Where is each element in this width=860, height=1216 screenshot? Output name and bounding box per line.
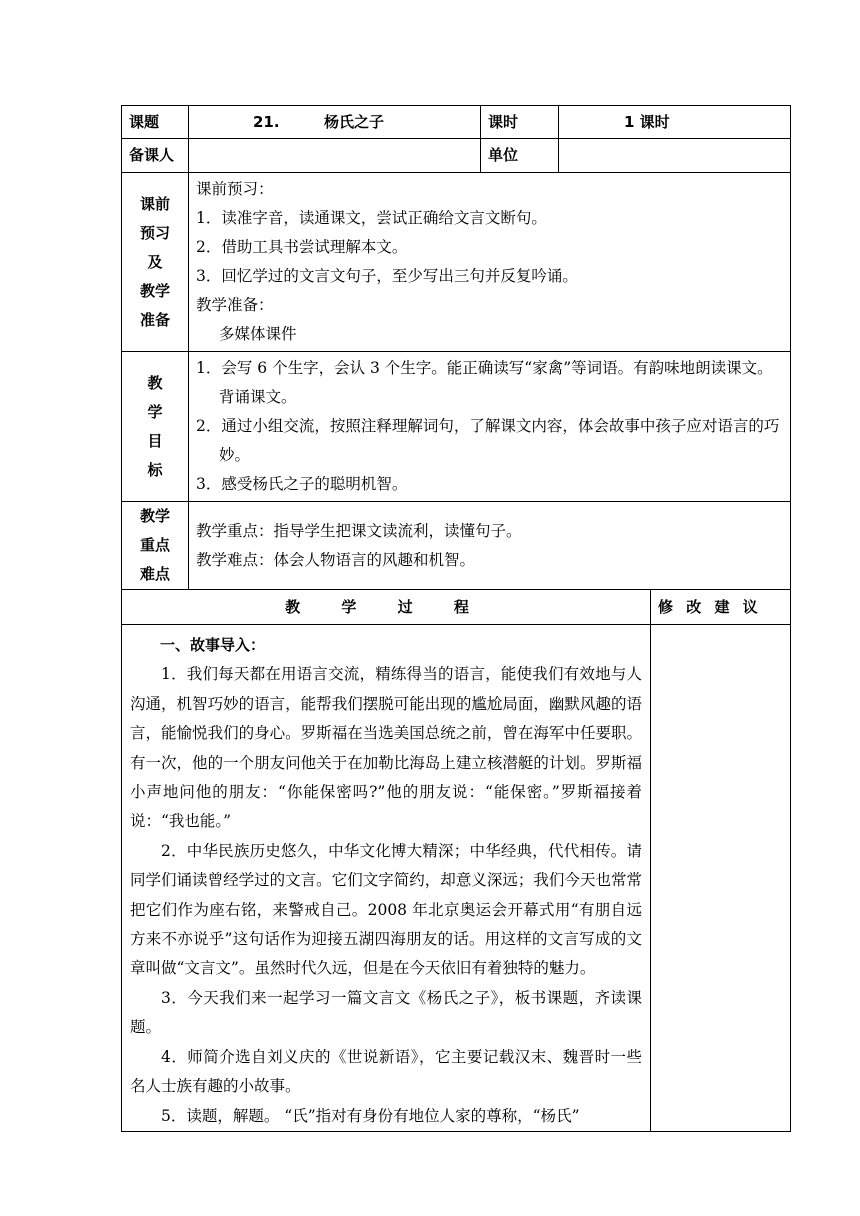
difficulty-point: 教学难点：体会人物语言的风趣和机智。 <box>196 550 476 569</box>
preparer-label: 备课人 <box>122 139 189 173</box>
topic-number: 21. <box>253 112 280 131</box>
goal-item: 2．通过小组交流，按照注释理解词句，了解课文内容，体会故事中孩子应对语言的巧妙。 <box>196 417 780 464</box>
goals-content <box>189 352 791 502</box>
period-label: 课时 <box>481 106 559 139</box>
process-paragraph: 1．我们每天都在用语言交流，精练得当的语言，能使我们有效地与人沟通，机智巧妙的语言，能帮我们摆脱可能出现的尴尬局面，幽默风趣的语言，能愉悦我们的身心。罗斯福在当选美国总统之前，曾在海军中任要职。有一次，他的一个朋友问他关于在加勒比海岛上建立核潜艇的计划。罗斯福小声地问他的朋友：“你能保密吗?”他的朋友说：“能保密。”罗斯福接着说：“我也能。” <box>130 665 642 831</box>
preview-title: 课前预习： <box>196 180 274 198</box>
process-row <box>122 625 791 1132</box>
section-title: 一、故事导入： <box>160 636 266 654</box>
preview-row <box>122 173 791 352</box>
suggestion-content <box>651 625 791 1132</box>
focus-label: 教学 重点 难点 <box>122 502 189 590</box>
goal-item: 1．会写 6 个生字，会认 3 个生字。能正确读写“家禽”等词语。有韵味地朗读课文。背诵课文。 <box>196 359 773 406</box>
goals-row <box>122 352 791 502</box>
process-content <box>122 625 651 1132</box>
process-paragraph: 4．师简介选自刘义庆的《世说新语》，它主要记载汉末、魏晋时一些名人士族有趣的小故事。 <box>130 1047 642 1096</box>
unit-value <box>559 139 791 173</box>
lesson-plan-table <box>121 105 791 1132</box>
process-header: 教 学 过 程 <box>122 590 651 625</box>
focus-content <box>189 502 791 590</box>
topic-row <box>122 106 791 139</box>
suggestion-header: 修 改 建 议 <box>651 590 791 625</box>
preview-item: 3．回忆学过的文言文句子，至少写出三句并反复吟诵。 <box>196 267 578 285</box>
prep-title: 教学准备： <box>196 296 274 314</box>
preview-item: 2．借助工具书尝试理解本文。 <box>196 238 408 256</box>
prep-value: 多媒体课件 <box>219 325 297 343</box>
topic-label: 课题 <box>122 106 189 139</box>
preparer-value <box>189 139 481 173</box>
preparer-row <box>122 139 791 173</box>
topic-value-cell <box>189 106 481 139</box>
preview-item: 1．读准字音，读通课文，尝试正确给文言文断句。 <box>196 209 547 227</box>
process-paragraph: 2．中华民族历史悠久，中华文化博大精深；中华经典，代代相传。请同学们诵读曾经学过的文言。它们文字简约，却意义深远；我们今天也常常把它们作为座右铭，来警戒自己。2008 年北京奥运会开幕式用“有朋自远方来不亦说乎”这句话作为迎接五湖四海朋友的话。用这样的文言写成的文章叫做“文言文”。虽然时代久远，但是在今天依旧有着独特的魅力。 <box>130 841 642 978</box>
unit-label: 单位 <box>481 139 559 173</box>
preview-label: 课前 预习 及 教学 准备 <box>122 173 189 352</box>
preview-content <box>189 173 791 352</box>
goals-label: 教 学 目 标 <box>122 352 189 502</box>
goal-item: 3．感受杨氏之子的聪明机智。 <box>196 475 408 493</box>
process-paragraph: 5．读题，解题。 “氏”指对有身份有地位人家的尊称，“杨氏” <box>161 1106 580 1125</box>
focus-row <box>122 502 791 590</box>
process-header-row <box>122 590 791 625</box>
topic-title: 杨氏之子 <box>324 112 385 131</box>
period-value: 1 课时 <box>559 106 791 139</box>
process-paragraph: 3．今天我们来一起学习一篇文言文《杨氏之子》，板书课题，齐读课题。 <box>130 988 642 1037</box>
key-point: 教学重点：指导学生把课文读流利，读懂句子。 <box>196 521 522 540</box>
